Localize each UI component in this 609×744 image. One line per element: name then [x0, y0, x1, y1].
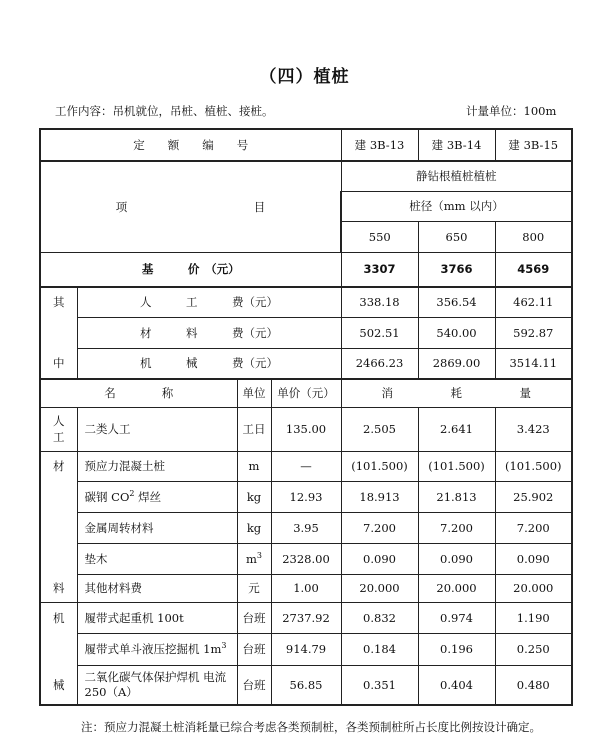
cost-value: 502.51 — [341, 317, 418, 348]
machine-side-bottom: 械 — [40, 665, 77, 705]
item-price: 914.79 — [271, 633, 341, 665]
cost-value: 592.87 — [495, 317, 572, 348]
page-title: （四）植桩 — [259, 67, 350, 87]
item-price: 3.95 — [271, 512, 341, 543]
item-value: 20.000 — [341, 574, 418, 602]
item-name: 履带式起重机 100t — [77, 602, 237, 633]
material-side-top: 材 — [40, 451, 77, 481]
footnote: 注：预应力混凝土桩消耗量已综合考虑各类预制桩，各类预制桩所占长度比例按设计确定。 — [81, 720, 541, 734]
item-unit: 元 — [237, 574, 271, 602]
item-value: 21.813 — [418, 481, 495, 512]
item-value: 0.184 — [341, 633, 418, 665]
machine-side-mid — [40, 633, 77, 665]
item-price: 135.00 — [271, 407, 341, 451]
item-value: 3.423 — [495, 407, 572, 451]
header-method-row — [40, 161, 572, 191]
header-code-row — [40, 129, 572, 161]
item-name: 金属周转材料 — [77, 512, 237, 543]
item-name-text: 履带式单斗液压挖掘机 1m — [84, 642, 222, 656]
item-name: 预应力混凝土桩 — [77, 451, 237, 481]
material-row — [40, 481, 572, 512]
item-value: 0.090 — [341, 543, 418, 574]
item-value: 0.090 — [495, 543, 572, 574]
base-price-row — [40, 252, 572, 287]
item-value: 2.641 — [418, 407, 495, 451]
material-side-mid — [40, 543, 77, 574]
column-header-row — [40, 379, 572, 407]
item-name: 垫木 — [77, 543, 237, 574]
cost-value: 356.54 — [418, 287, 495, 317]
item-name-sup: 3 — [221, 641, 227, 651]
cost-value: 3514.11 — [495, 348, 572, 379]
item-name: 其他材料费 — [77, 574, 237, 602]
item-name-tail: 焊丝 — [134, 489, 162, 504]
cost-side-bottom: 中 — [40, 348, 77, 379]
item-value: 25.902 — [495, 481, 572, 512]
material-row — [40, 512, 572, 543]
labor-row — [40, 407, 572, 451]
item-price: — — [271, 451, 341, 481]
item-value: 0.832 — [341, 602, 418, 633]
item-unit: 台班 — [237, 665, 271, 705]
item-value: 0.196 — [418, 633, 495, 665]
material-row — [40, 574, 572, 602]
machine-row — [40, 665, 572, 705]
item-price: 2328.00 — [271, 543, 341, 574]
item-name — [77, 633, 237, 665]
item-value: 1.190 — [495, 602, 572, 633]
item-value: 2.505 — [341, 407, 418, 451]
item-name-sup: 2 — [129, 488, 135, 498]
base-price-value: 3766 — [418, 252, 495, 287]
item-value: 0.090 — [418, 543, 495, 574]
diameter-cell: 550 — [341, 221, 418, 252]
item-value: (101.500) — [495, 451, 572, 481]
item-value: 7.200 — [495, 512, 572, 543]
cost-side-top: 其 — [40, 287, 77, 317]
cost-label: 材 料 费（元） — [77, 317, 341, 348]
col-consumption-header: 消 耗 量 — [341, 379, 572, 407]
item-unit: 工日 — [237, 407, 271, 451]
item-unit: m — [237, 451, 271, 481]
item-unit: kg — [237, 481, 271, 512]
item-unit: kg — [237, 512, 271, 543]
item-value: 20.000 — [495, 574, 572, 602]
item-price: 12.93 — [271, 481, 341, 512]
cost-label: 人 工 费（元） — [77, 287, 341, 317]
item-value: 0.250 — [495, 633, 572, 665]
item-value: 7.200 — [418, 512, 495, 543]
item-price: 56.85 — [271, 665, 341, 705]
machine-side-top: 机 — [40, 602, 77, 633]
col-price-header: 单价（元） — [271, 379, 341, 407]
item-unit: 台班 — [237, 633, 271, 665]
item-name: 二类人工 — [77, 407, 237, 451]
base-price-value: 3307 — [341, 252, 418, 287]
cost-value: 462.11 — [495, 287, 572, 317]
item-label: 项 目 — [40, 161, 341, 252]
item-value: 0.974 — [418, 602, 495, 633]
diameter-cell: 800 — [495, 221, 572, 252]
cost-value: 338.18 — [341, 287, 418, 317]
cost-row — [40, 287, 572, 317]
cost-side-mid — [40, 317, 77, 348]
code-label: 定 额 编 号 — [40, 129, 341, 161]
item-unit — [237, 543, 271, 574]
item-value: 7.200 — [341, 512, 418, 543]
code-cell: 建 3B-14 — [418, 129, 495, 161]
item-price: 1.00 — [271, 574, 341, 602]
material-side-mid — [40, 481, 77, 512]
item-unit-text: m — [246, 551, 257, 566]
cost-value: 540.00 — [418, 317, 495, 348]
code-cell: 建 3B-13 — [341, 129, 418, 161]
item-value: 20.000 — [418, 574, 495, 602]
item-name: 二氧化碳气体保护焊机 电流 250（A） — [77, 665, 237, 705]
diameter-cell: 650 — [418, 221, 495, 252]
material-side-bottom: 料 — [40, 574, 77, 602]
material-row — [40, 451, 572, 481]
base-price-value: 4569 — [495, 252, 572, 287]
col-unit-header: 单位 — [237, 379, 271, 407]
machine-row — [40, 633, 572, 665]
item-unit-sup: 3 — [256, 551, 262, 561]
cost-row — [40, 348, 572, 379]
item-unit: 台班 — [237, 602, 271, 633]
item-value: 0.404 — [418, 665, 495, 705]
machine-row — [40, 602, 572, 633]
item-value: 0.351 — [341, 665, 418, 705]
item-name-text: 碳钢 CO — [84, 489, 130, 504]
material-row — [40, 543, 572, 574]
material-side-mid — [40, 512, 77, 543]
cost-row — [40, 317, 572, 348]
base-price-label: 基 价 （元） — [40, 252, 341, 287]
col-name-header: 名 称 — [40, 379, 237, 407]
item-value: (101.500) — [341, 451, 418, 481]
quota-table — [39, 128, 573, 706]
measure-unit: 计量单位：100m — [466, 104, 557, 118]
item-value: 18.913 — [341, 481, 418, 512]
method-cell: 静钻根植桩植桩 — [341, 161, 572, 191]
item-name — [77, 481, 237, 512]
item-value: (101.500) — [418, 451, 495, 481]
item-price: 2737.92 — [271, 602, 341, 633]
work-content: 工作内容：吊机就位，吊桩、植桩、接桩。 — [55, 104, 274, 118]
labor-side: 人 工 — [40, 407, 77, 451]
cost-value: 2466.23 — [341, 348, 418, 379]
item-value: 0.480 — [495, 665, 572, 705]
diameter-label: 桩径（mm 以内） — [341, 191, 572, 221]
code-cell: 建 3B-15 — [495, 129, 572, 161]
cost-label: 机 械 费（元） — [77, 348, 341, 379]
cost-value: 2869.00 — [418, 348, 495, 379]
